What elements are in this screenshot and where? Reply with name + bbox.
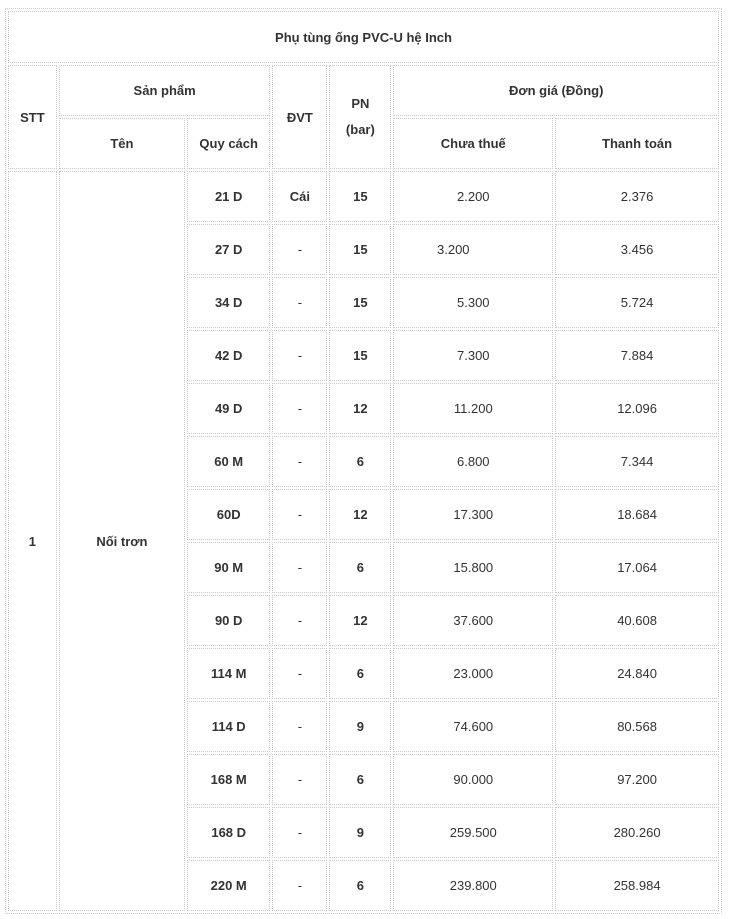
row-price-total <box>555 383 719 434</box>
row-unit-text: - <box>297 613 303 628</box>
row-price-before-tax <box>393 224 553 275</box>
row-price-total-text: 24.840 <box>617 666 657 681</box>
row-pn <box>329 595 391 646</box>
row-pn <box>329 489 391 540</box>
row-price-total-text: 3.456 <box>620 242 654 257</box>
row-spec <box>187 224 270 275</box>
row-price-total-text: 258.984 <box>613 878 661 893</box>
row-price-total <box>555 489 719 540</box>
header-row-1 <box>8 65 719 116</box>
row-price-before-tax-text: 6.800 <box>457 454 490 469</box>
header-stt: STT <box>8 65 57 169</box>
row-spec <box>187 277 270 328</box>
header-product: Sản phẩm <box>59 65 271 116</box>
row-price-total <box>555 807 719 858</box>
row-pn-text: 6 <box>356 772 364 787</box>
row-price-total <box>555 542 719 593</box>
row-price-total-text: 280.260 <box>613 825 661 840</box>
row-pn-text: 9 <box>356 825 364 840</box>
row-unit-text: - <box>297 719 303 734</box>
row-spec-text: 168 M <box>210 772 247 787</box>
row-spec-text: 114 M <box>210 666 247 681</box>
row-price-before-tax-text: 15.800 <box>453 560 494 575</box>
row-price-before-tax-text: 23.000 <box>453 666 494 681</box>
row-spec <box>187 330 270 381</box>
row-pn <box>329 330 391 381</box>
row-spec-text: 168 D <box>211 825 247 840</box>
row-price-total-text: 18.684 <box>617 507 657 522</box>
row-price-before-tax-text: 3.200 <box>437 242 470 257</box>
row-spec <box>187 648 270 699</box>
row-unit-text: - <box>297 348 303 363</box>
row-unit <box>272 436 327 487</box>
row-price-before-tax <box>393 436 553 487</box>
title-row <box>8 11 719 63</box>
row-price-before-tax <box>393 171 553 222</box>
row-product-name: Nối trơn <box>59 171 185 911</box>
row-pn-text: 6 <box>356 878 364 893</box>
row-pn-text: 12 <box>353 401 368 416</box>
row-price-before-tax <box>393 330 553 381</box>
row-spec-text: 49 D <box>214 401 243 416</box>
row-unit-text: Cái <box>289 189 310 204</box>
row-price-before-tax <box>393 648 553 699</box>
row-pn <box>329 807 391 858</box>
row-unit <box>272 754 327 805</box>
row-pn-text: 6 <box>356 666 364 681</box>
header-pn-label: PN <box>351 96 370 111</box>
row-price-total <box>555 330 719 381</box>
row-unit <box>272 330 327 381</box>
row-price-before-tax <box>393 489 553 540</box>
row-spec <box>187 807 270 858</box>
row-unit <box>272 383 327 434</box>
row-unit-text: - <box>297 295 303 310</box>
row-price-before-tax <box>393 807 553 858</box>
header-pn <box>329 65 391 169</box>
row-unit <box>272 489 327 540</box>
row-unit-text: - <box>297 772 303 787</box>
header-price-total: Thanh toán <box>555 118 719 169</box>
row-price-total <box>555 860 719 911</box>
row-spec-text: 60D <box>216 507 241 522</box>
row-price-before-tax <box>393 701 553 752</box>
row-spec-text: 27 D <box>214 242 243 257</box>
row-price-before-tax <box>393 595 553 646</box>
row-price-before-tax-text: 17.300 <box>453 507 494 522</box>
row-spec-text: 90 D <box>214 613 243 628</box>
row-price-before-tax-text: 239.800 <box>449 878 497 893</box>
row-price-total-text: 7.884 <box>620 348 654 363</box>
row-pn-text: 15 <box>353 189 368 204</box>
row-price-before-tax-text: 7.300 <box>457 348 490 363</box>
row-price-total <box>555 754 719 805</box>
row-pn <box>329 701 391 752</box>
row-price-before-tax-text: 259.500 <box>449 825 497 840</box>
header-pn-unit: (bar) <box>345 122 375 137</box>
row-unit-text: - <box>297 401 303 416</box>
row-spec-text: 21 D <box>214 189 243 204</box>
row-pn-text: 6 <box>356 454 364 469</box>
row-pn-text: 15 <box>353 348 368 363</box>
row-price-total <box>555 171 719 222</box>
row-unit-text: - <box>297 560 303 575</box>
row-unit <box>272 648 327 699</box>
header-name: Tên <box>59 118 185 169</box>
header-spec: Quy cách <box>187 118 270 169</box>
row-unit <box>272 542 327 593</box>
row-spec-text: 42 D <box>214 348 243 363</box>
row-spec-text: 34 D <box>214 295 243 310</box>
table-title: Phụ tùng ống PVC-U hệ Inch <box>8 11 719 63</box>
row-price-before-tax-text: 74.600 <box>453 719 494 734</box>
row-unit <box>272 807 327 858</box>
row-price-total-text: 97.200 <box>617 772 657 787</box>
header-unit: ĐVT <box>272 65 327 169</box>
row-price-total <box>555 277 719 328</box>
row-pn <box>329 542 391 593</box>
row-price-total-text: 80.568 <box>617 719 657 734</box>
row-spec <box>187 436 270 487</box>
row-pn-text: 6 <box>356 560 364 575</box>
row-price-total-text: 40.608 <box>617 613 657 628</box>
row-spec <box>187 383 270 434</box>
row-price-total <box>555 224 719 275</box>
row-price-total <box>555 436 719 487</box>
row-unit-text: - <box>297 454 303 469</box>
row-price-total <box>555 648 719 699</box>
row-spec <box>187 595 270 646</box>
header-price-before-tax: Chưa thuế <box>393 118 553 169</box>
row-unit <box>272 277 327 328</box>
row-price-before-tax <box>393 860 553 911</box>
row-unit <box>272 224 327 275</box>
row-spec <box>187 171 270 222</box>
row-unit-text: - <box>297 666 303 681</box>
row-pn-text: 15 <box>353 295 368 310</box>
header-price: Đơn giá (Đồng) <box>393 65 719 116</box>
row-pn <box>329 277 391 328</box>
row-unit <box>272 860 327 911</box>
row-pn <box>329 224 391 275</box>
row-spec <box>187 542 270 593</box>
row-price-total-text: 7.344 <box>620 454 654 469</box>
row-price-before-tax-text: 90.000 <box>453 772 494 787</box>
row-pn <box>329 171 391 222</box>
row-spec <box>187 860 270 911</box>
row-pn <box>329 436 391 487</box>
price-table-container <box>5 8 725 914</box>
row-unit-text: - <box>297 878 303 893</box>
row-price-before-tax-text: 11.200 <box>453 401 493 416</box>
table-row <box>8 171 719 222</box>
row-unit <box>272 595 327 646</box>
row-pn-text: 12 <box>353 507 368 522</box>
row-price-before-tax <box>393 754 553 805</box>
row-pn-text: 9 <box>356 719 364 734</box>
row-stt: 1 <box>8 171 57 911</box>
row-pn <box>329 860 391 911</box>
row-spec <box>187 754 270 805</box>
row-price-total-text: 5.724 <box>620 295 654 310</box>
row-unit <box>272 701 327 752</box>
price-table <box>5 8 722 914</box>
row-price-total-text: 2.376 <box>620 189 654 204</box>
row-spec-text: 220 M <box>210 878 247 893</box>
row-price-total <box>555 595 719 646</box>
row-pn-text: 15 <box>353 242 368 257</box>
row-spec-text: 60 M <box>214 454 244 469</box>
row-price-before-tax-text: 5.300 <box>457 295 490 310</box>
row-price-before-tax <box>393 542 553 593</box>
row-price-before-tax-text: 2.200 <box>457 189 490 204</box>
row-price-total-text: 17.064 <box>617 560 657 575</box>
row-pn <box>329 754 391 805</box>
row-price-before-tax-text: 37.600 <box>453 613 494 628</box>
row-unit-text: - <box>297 242 303 257</box>
row-pn-text: 12 <box>353 613 368 628</box>
row-unit <box>272 171 327 222</box>
row-spec-text: 90 M <box>214 560 244 575</box>
row-price-before-tax <box>393 277 553 328</box>
row-unit-text: - <box>297 507 303 522</box>
row-unit-text: - <box>297 825 303 840</box>
row-spec-text: 114 D <box>211 719 246 734</box>
row-price-total <box>555 701 719 752</box>
row-price-before-tax <box>393 383 553 434</box>
row-spec <box>187 701 270 752</box>
row-pn <box>329 648 391 699</box>
row-pn <box>329 383 391 434</box>
row-spec <box>187 489 270 540</box>
row-price-total-text: 12.096 <box>617 401 657 416</box>
